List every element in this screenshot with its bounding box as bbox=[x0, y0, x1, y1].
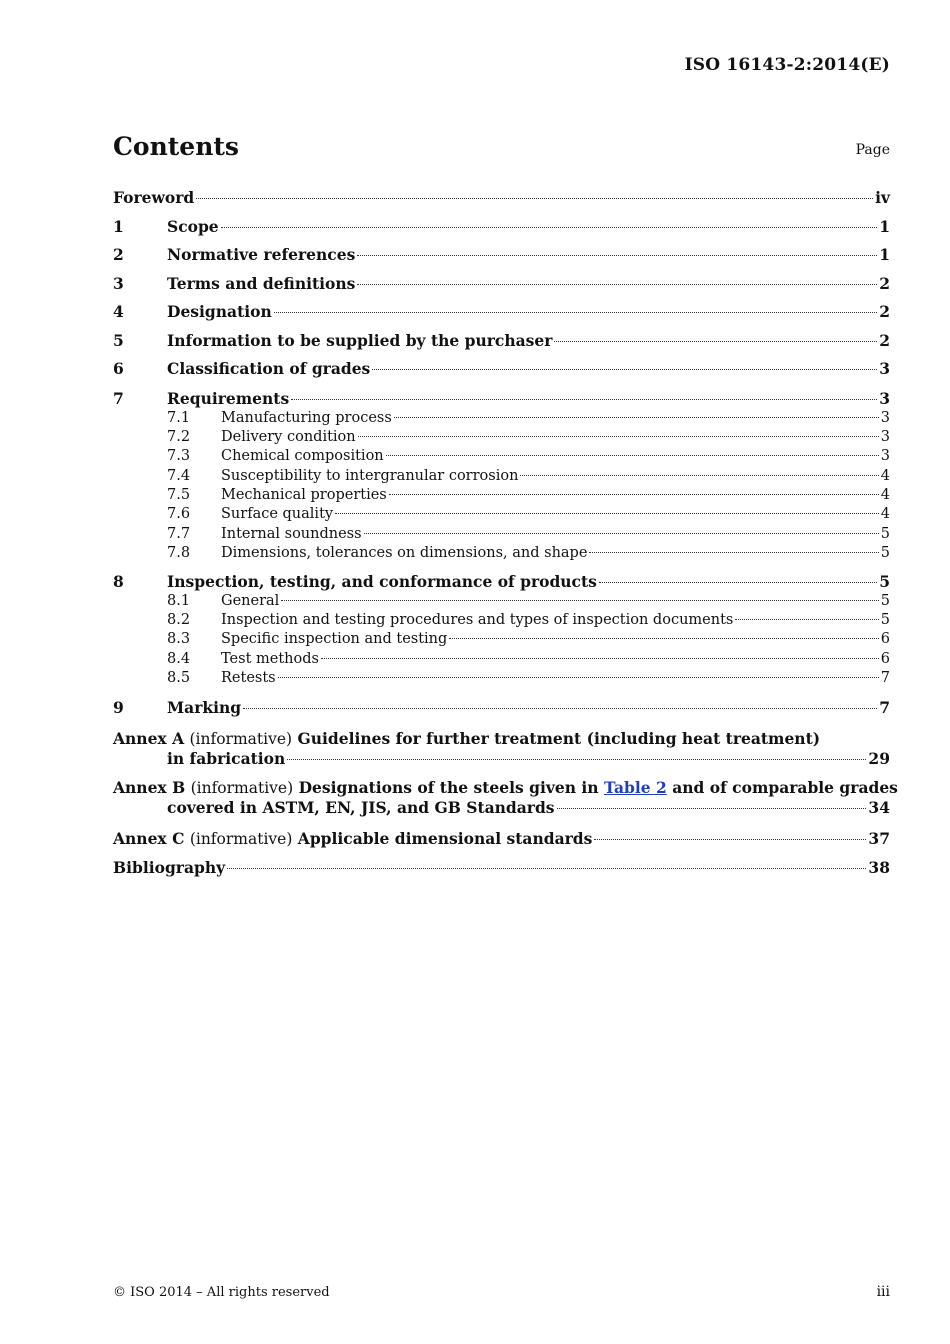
toc-subentry-number: 7.7 bbox=[167, 525, 191, 542]
toc-entry-page: 2 bbox=[879, 273, 890, 293]
dot-leader bbox=[357, 284, 877, 285]
toc-entry-page: iv bbox=[875, 188, 890, 207]
toc-subentry-page: 5 bbox=[880, 545, 890, 562]
toc-entry-scope[interactable] bbox=[113, 214, 890, 243]
toc-subentry[interactable] bbox=[113, 592, 890, 611]
copyright-notice: © ISO 2014 – All rights reserved bbox=[113, 1285, 330, 1300]
toc-subentry-title: Inspection and testing procedures and types of inspection documents bbox=[221, 612, 734, 629]
toc-subentry-title: Dimensions, tolerances on dimensions, and shape bbox=[221, 545, 588, 562]
toc-entry-number: 6 bbox=[113, 359, 124, 378]
toc-subentry-title: General bbox=[221, 592, 280, 609]
toc-subentry[interactable] bbox=[113, 447, 890, 466]
toc-entry-normative-references[interactable] bbox=[113, 242, 890, 271]
toc-entry-inspection-testing[interactable] bbox=[113, 572, 890, 592]
toc-entry-title: Inspection, testing, and conformance of products bbox=[167, 571, 597, 591]
annex-kind: (informative) bbox=[190, 779, 294, 798]
dot-leader bbox=[274, 312, 877, 313]
annex-kind: (informative) bbox=[189, 730, 293, 749]
toc-entry-terms-and-definitions[interactable] bbox=[113, 271, 890, 300]
toc-entry-page: 3 bbox=[879, 359, 890, 378]
toc-entry-designation[interactable] bbox=[113, 299, 890, 328]
dot-leader bbox=[554, 341, 877, 342]
toc-subentry-page: 6 bbox=[880, 650, 890, 667]
toc-subentry-page: 5 bbox=[880, 525, 890, 542]
toc-entry-annex-a[interactable] bbox=[113, 729, 890, 769]
annex-label: Annex B bbox=[113, 778, 186, 798]
dot-leader bbox=[243, 708, 877, 709]
toc-subentry-number: 8.3 bbox=[167, 631, 191, 648]
dot-leader bbox=[557, 808, 867, 809]
annex-title-continued: in fabrication bbox=[167, 749, 286, 769]
toc-subentry-page: 7 bbox=[880, 670, 890, 687]
toc-subentry[interactable] bbox=[113, 669, 890, 688]
dot-leader bbox=[358, 436, 879, 437]
annex-title: Guidelines for further treatment (including heat treatment) bbox=[297, 729, 821, 749]
toc-entry-marking[interactable] bbox=[113, 695, 890, 724]
dot-leader bbox=[227, 868, 866, 869]
toc-subentry-title: Chemical composition bbox=[221, 448, 384, 465]
annex-title: Applicable dimensional standards bbox=[297, 829, 593, 849]
dot-leader bbox=[589, 552, 878, 553]
dot-leader bbox=[520, 475, 878, 476]
dot-leader bbox=[735, 619, 878, 620]
dot-leader bbox=[196, 198, 873, 199]
toc-subentry-page: 4 bbox=[880, 467, 890, 484]
annex-title-part: and of comparable grades bbox=[672, 778, 898, 798]
dot-leader bbox=[281, 600, 878, 601]
toc-entry-page: 37 bbox=[868, 829, 890, 849]
annex-label: Annex C bbox=[113, 829, 185, 849]
dot-leader bbox=[335, 513, 879, 514]
toc-entry-page: 1 bbox=[879, 216, 890, 236]
toc-subentry-number: 8.1 bbox=[167, 592, 191, 609]
toc-subentry-title: Manufacturing process bbox=[221, 409, 392, 426]
toc-entry-requirements[interactable] bbox=[113, 389, 890, 409]
dot-leader bbox=[599, 582, 877, 583]
dot-leader bbox=[389, 494, 879, 495]
toc-subentry-number: 7.3 bbox=[167, 448, 191, 465]
toc-entry-number: 7 bbox=[113, 388, 124, 408]
toc-entry-bibliography[interactable] bbox=[113, 855, 890, 884]
toc-entry-information-purchaser[interactable] bbox=[113, 328, 890, 357]
toc-subentry-number: 8.4 bbox=[167, 650, 191, 667]
toc-subentry-page: 5 bbox=[880, 592, 890, 609]
annex-title-continued: covered in ASTM, EN, JIS, and GB Standards bbox=[167, 798, 555, 818]
toc-entry-number: 9 bbox=[113, 697, 124, 717]
toc-entry-page: 29 bbox=[868, 749, 890, 769]
toc-subentry-title: Specific inspection and testing bbox=[221, 631, 448, 648]
toc-subentry-page: 3 bbox=[880, 428, 890, 445]
table-2-link[interactable]: Table 2 bbox=[603, 778, 667, 798]
toc-subentry-number: 8.2 bbox=[167, 612, 191, 629]
toc-entry-title: Information to be supplied by the purchaser bbox=[167, 330, 553, 350]
toc-subentry-title: Test methods bbox=[221, 650, 319, 667]
dot-leader bbox=[278, 677, 879, 678]
toc-subentry-title: Surface quality bbox=[221, 506, 334, 523]
toc-subentry-page: 4 bbox=[880, 506, 890, 523]
dot-leader bbox=[386, 455, 879, 456]
toc-entry-title: Requirements bbox=[167, 388, 290, 408]
toc-entry-number: 3 bbox=[113, 273, 124, 293]
toc-entry-page: 38 bbox=[868, 857, 890, 877]
dot-leader bbox=[394, 417, 879, 418]
toc-subentry-number: 7.8 bbox=[167, 545, 191, 562]
toc-entry-title: Normative references bbox=[167, 245, 356, 264]
toc-subentry-page: 4 bbox=[880, 487, 890, 504]
toc-entry-title: Classification of grades bbox=[167, 359, 371, 378]
toc-entry-title: Foreword bbox=[113, 188, 195, 207]
toc-entry-number: 2 bbox=[113, 245, 124, 264]
toc-entry-number: 8 bbox=[113, 571, 124, 591]
table-of-contents bbox=[113, 185, 898, 883]
toc-subentry-title: Susceptibility to intergranular corrosion bbox=[221, 467, 519, 484]
toc-subentry-number: 7.5 bbox=[167, 487, 191, 504]
toc-entry-title: Marking bbox=[167, 697, 242, 717]
toc-subentry[interactable] bbox=[113, 428, 890, 447]
toc-entry-annex-c[interactable] bbox=[113, 826, 890, 855]
toc-subentry[interactable] bbox=[113, 467, 890, 486]
dot-leader bbox=[291, 399, 877, 400]
toc-subentry[interactable] bbox=[113, 611, 890, 630]
toc-subentry-number: 7.6 bbox=[167, 506, 191, 523]
page-column-label: Page bbox=[855, 142, 890, 158]
toc-entry-page: 7 bbox=[879, 697, 890, 717]
toc-subentry-number: 7.4 bbox=[167, 467, 191, 484]
toc-entry-title: Bibliography bbox=[113, 857, 226, 877]
toc-subentry-title: Internal soundness bbox=[221, 525, 362, 542]
toc-subentry[interactable] bbox=[113, 505, 890, 524]
toc-subentry[interactable] bbox=[113, 409, 890, 428]
annex-title: Designations of the steels given in bbox=[298, 778, 599, 798]
toc-subentry-title: Delivery condition bbox=[221, 428, 356, 445]
toc-subentry[interactable] bbox=[113, 525, 890, 544]
page-number: iii bbox=[876, 1284, 890, 1300]
toc-subentry-page: 5 bbox=[880, 612, 890, 629]
annex-kind: (informative) bbox=[189, 830, 293, 849]
toc-entry-foreword[interactable] bbox=[113, 185, 890, 214]
toc-subentry-title: Mechanical properties bbox=[221, 487, 387, 504]
toc-subentry-number: 8.5 bbox=[167, 670, 191, 687]
annex-label: Annex A bbox=[113, 729, 185, 749]
toc-entry-title: Scope bbox=[167, 216, 219, 236]
toc-entry-page: 2 bbox=[879, 302, 890, 321]
toc-subentry-title: Retests bbox=[221, 670, 276, 687]
dot-leader bbox=[372, 369, 877, 370]
toc-subentry-page: 3 bbox=[880, 448, 890, 465]
contents-heading: Contents bbox=[113, 132, 240, 161]
toc-entry-number: 5 bbox=[113, 330, 124, 350]
toc-entry-page: 3 bbox=[879, 388, 890, 408]
toc-entry-page: 1 bbox=[879, 245, 890, 264]
dot-leader bbox=[321, 658, 879, 659]
toc-entry-page: 5 bbox=[879, 571, 890, 591]
dot-leader bbox=[357, 255, 877, 256]
toc-subentry[interactable] bbox=[113, 650, 890, 669]
toc-entry-classification-of-grades[interactable] bbox=[113, 356, 890, 385]
toc-subentry[interactable] bbox=[113, 630, 890, 649]
toc-entry-number: 4 bbox=[113, 302, 124, 321]
toc-subentry[interactable] bbox=[113, 544, 890, 563]
dot-leader bbox=[287, 759, 866, 760]
toc-entry-page: 2 bbox=[879, 330, 890, 350]
toc-entry-number: 1 bbox=[113, 216, 124, 236]
toc-subentry-number: 7.2 bbox=[167, 428, 191, 445]
document-id: ISO 16143-2:2014(E) bbox=[684, 55, 890, 75]
toc-entry-title: Designation bbox=[167, 302, 272, 321]
dot-leader bbox=[594, 839, 866, 840]
toc-entry-annex-b[interactable] bbox=[113, 778, 898, 818]
dot-leader bbox=[221, 227, 878, 228]
toc-subentry-number: 7.1 bbox=[167, 409, 191, 426]
dot-leader bbox=[449, 638, 878, 639]
toc-subentry[interactable] bbox=[113, 486, 890, 505]
dot-leader bbox=[364, 533, 879, 534]
toc-entry-title: Terms and definitions bbox=[167, 273, 356, 293]
toc-entry-page: 34 bbox=[868, 798, 890, 818]
toc-subentry-page: 3 bbox=[880, 409, 890, 426]
toc-subentry-page: 6 bbox=[880, 631, 890, 648]
